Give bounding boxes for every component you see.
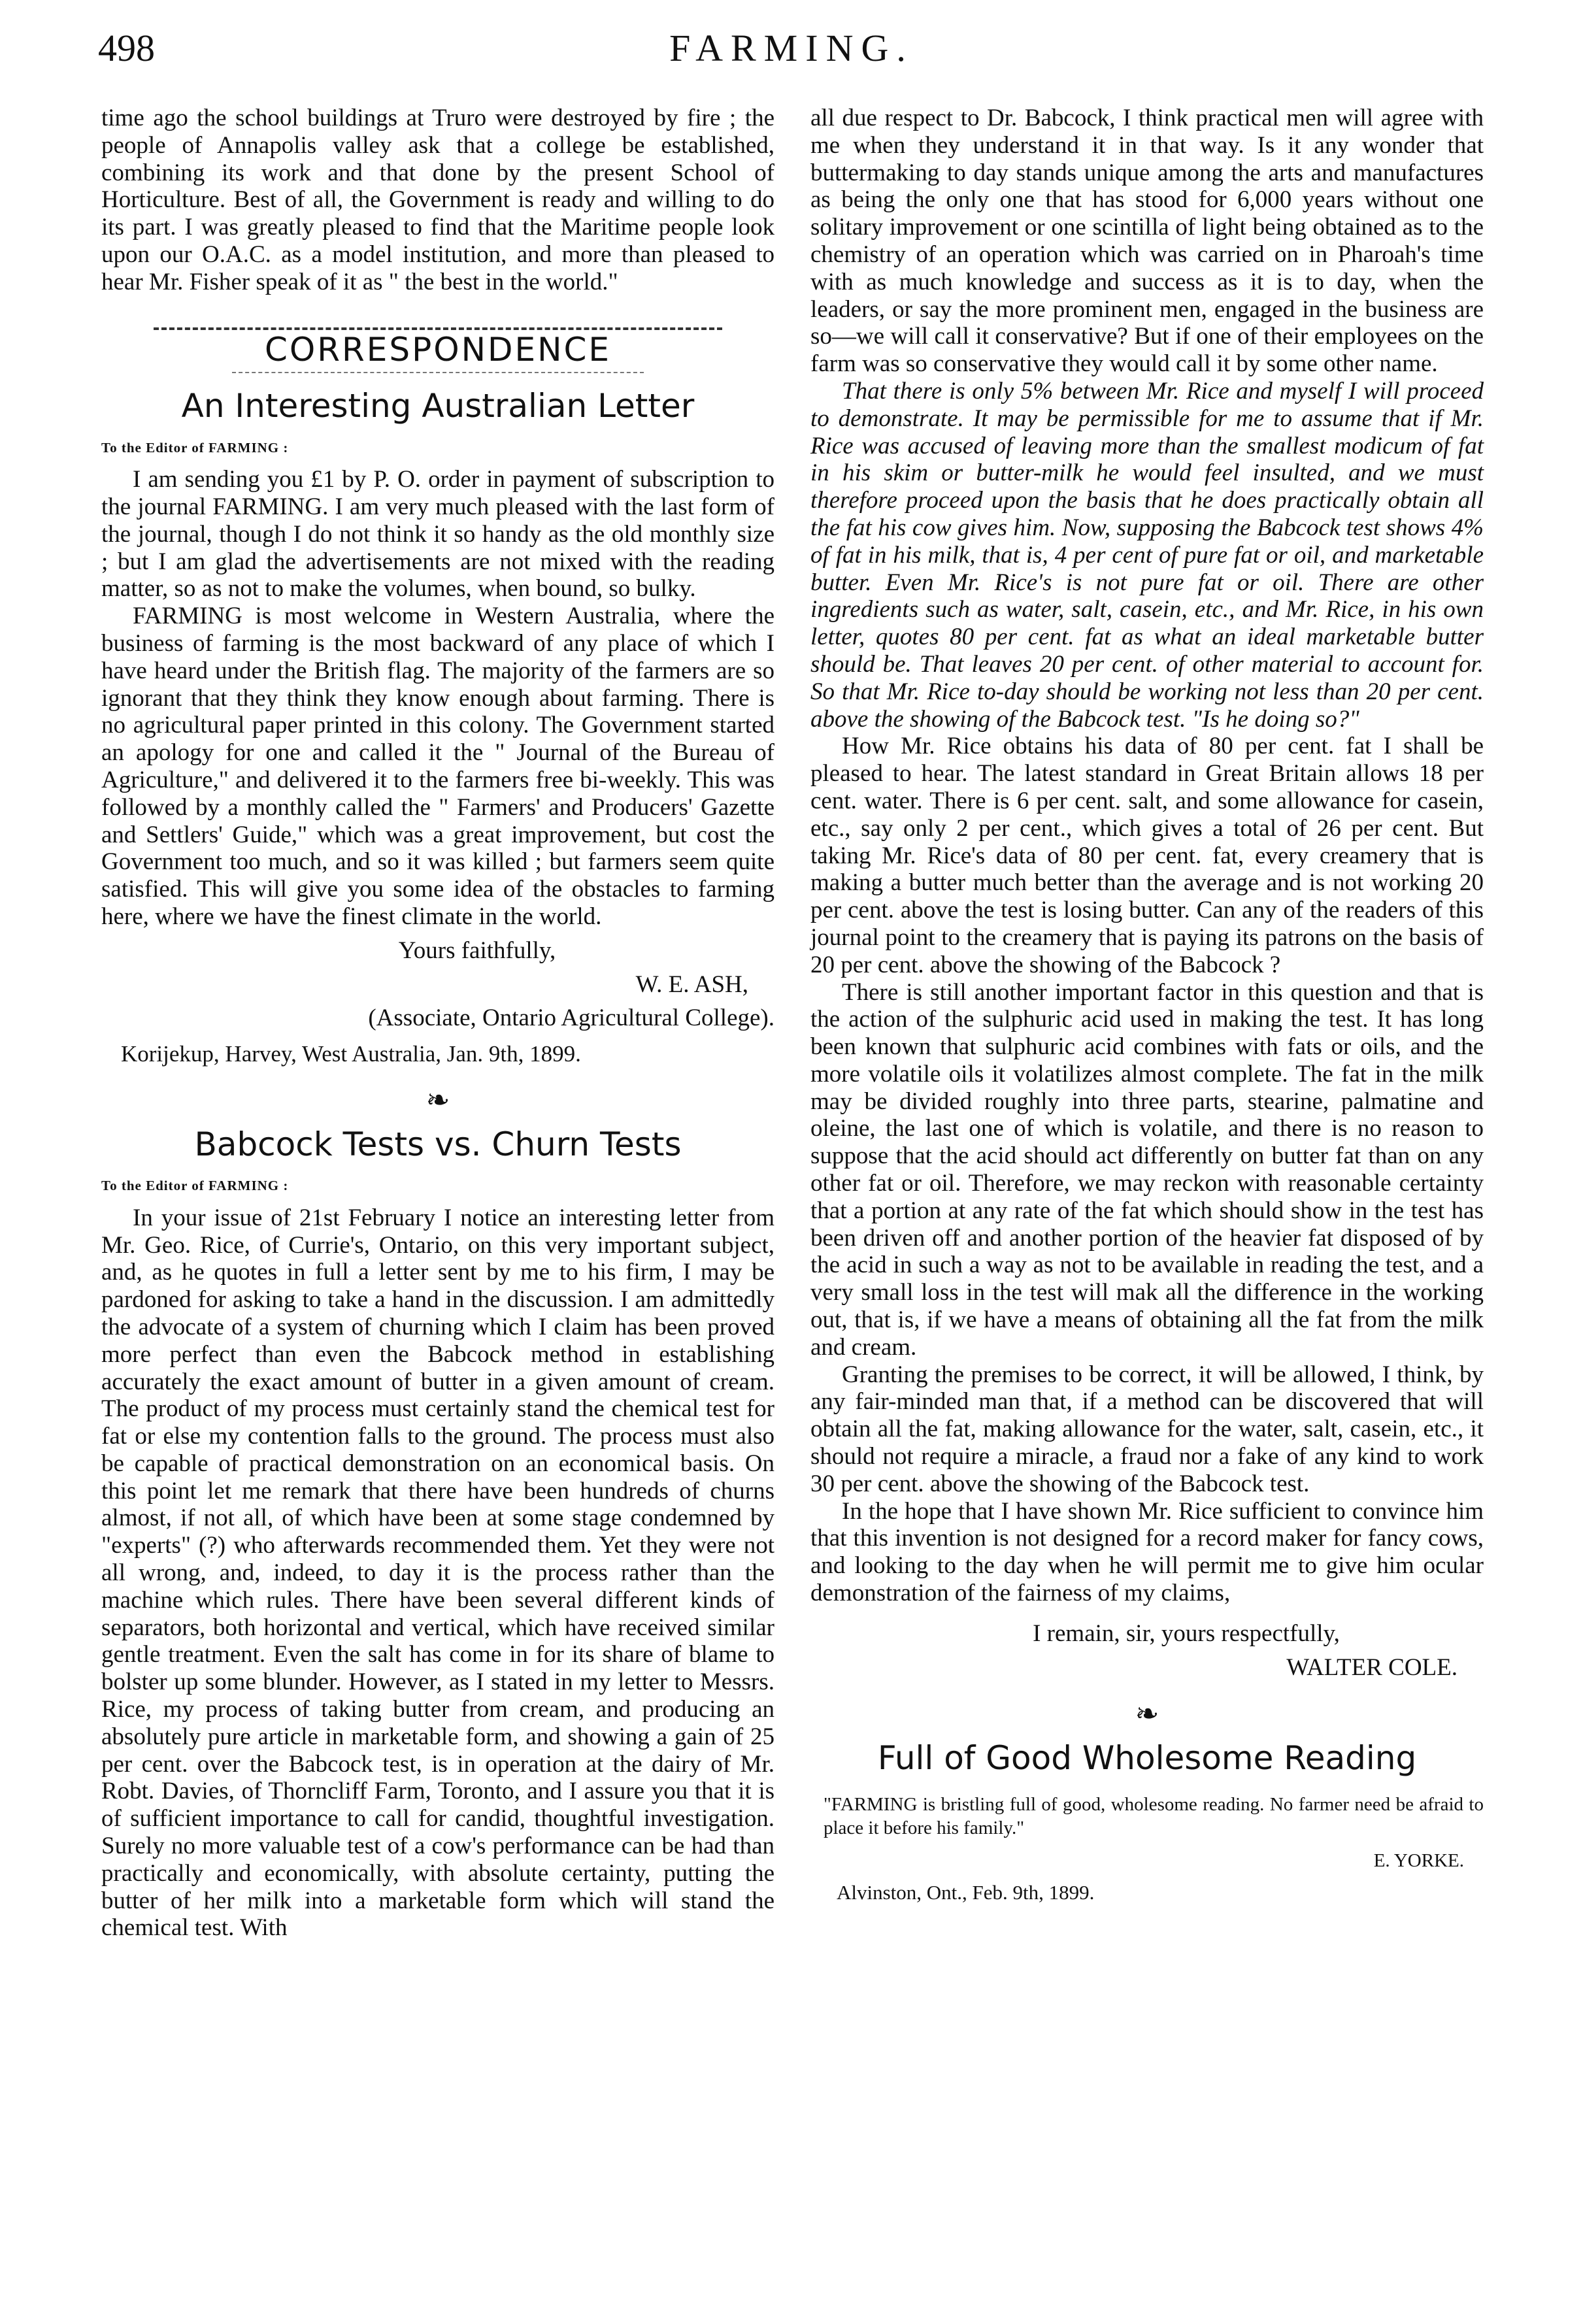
article-title-australian-letter: An Interesting Australian Letter	[181, 387, 695, 425]
article-title-babcock: Babcock Tests vs. Churn Tests	[194, 1125, 682, 1163]
letter2-paragraph: all due respect to Dr. Babcock, I think practical men will agree with me when they understand it in that way. Is it any wonder that buttermaking to day stands unique among the arts and manufactures as being the only one that has stood for 6,000 years without one solitary improvement or one scintilla of light being obtained as to the chemistry of an operation which was carried on in Pharoah's time with as much knowledge and success as it is to day, when the leaders, or say the more prominent men, engaged in the business are so—we will call it conservative? But if one of their employees on the farm was so conservative they would call it by some other name.	[810, 105, 1484, 378]
letter2-paragraph: How Mr. Rice obtains his data of 80 per cent. fat I shall be pleased to hear. The latest standard in Great Britain allows 18 per cent. water. There is 6 per cent. salt, and some allowance for casein, etc., say only 2 per cent., which gives a total of 26 per cent. But taking Mr. Rice's data of 80 per cent. fat, every creamery that is making a butter much better than the average and is not working 20 per cent. above the test is losing butter. Can any of the readers of this journal point to the creamery that is paying its patrons on the basis of 20 per cent. above the showing of the Babcock ?	[810, 733, 1484, 978]
letter1-paragraph: FARMING is most welcome in Western Australia, where the business of farming is the most backward of any place of which I have heard under the British flag. The majority of the farmers are so ignorant that they think they know enough about farming. There is no agricultural paper printed in this colony. The Government started an apology for one and called it the " Journal of the Bureau of Agriculture," and delivered it to the farmers free bi-weekly. This was followed by a monthly called the " Farmers' and Producers' Gazette and Settlers' Guide," which was a great improvement, but cost the Government too much, and so it was killed ; but farmers seem quite satisfied. This will give you some idea of the obstacles to farming here, where we have the finest climate in the world.	[101, 603, 775, 931]
letter2-paragraph: In your issue of 21st February I notice an interesting letter from Mr. Geo. Rice, of Currie's, Ontario, on this very important subject, and, as he quotes in full a letter sent by me to his firm, I may be pardoned for asking to take a hand in the discussion. I am admittedly the advocate of a system of churning which I claim has been proved more perfect than even the Babcock method in establishing accurately the exact amount of butter in a given amount of cream. The product of my process must certainly stand the chemical test for fat or else my contention falls to the ground. The process must also be capable of practical demonstration on an economical basis. On this point let me remark that there have been hundreds of churns almost, if not all, of which have been at some stage condemned by "experts" (?) who afterwards recommended them. Yet they were not all wrong, and, indeed, to day it is the process rather than the machine which rules. There have been several different kinds of separators, both horizontal and vertical, which have received similar gentle treatment. Even the salt has come in for its share of blame to bolster up some blunder. However, as I stated in my letter to Messrs. Rice, my process of taking butter from cream, and producing an absolutely pure article in marketable form, and showing a gain of 25 per cent. over the Babcock test, is in operation at the dairy of Mr. Robt. Davies, of Thorncliff Farm, Toronto, and I assure you that it is of sufficient importance to call for candid, thoughtful investigation. Surely no more valuable test of a cow's performance can be had than practically and economically, with absolute certainty, putting the butter of her milk into a marketable form which will stand the chemical test. With	[101, 1204, 775, 1942]
right-column	[810, 105, 1484, 1904]
testimonial-text: "FARMING is bristling full of good, wholesome reading. No farmer need be afraid to place it before his family."	[824, 1793, 1484, 1838]
section-heading: CORRESPONDENCE	[265, 330, 611, 369]
testimonial-quote	[810, 1793, 1484, 1840]
ornament-icon: ❧	[425, 1084, 450, 1116]
letter2-paragraph: In the hope that I have shown Mr. Rice sufficient to convince him that this invention is not designed for a record maker for fancy cows, and looking to the day when he will permit me to give him ocular demonstration of the fairness of my claims,	[810, 1497, 1484, 1607]
closing: Yours faithfully,	[398, 937, 556, 964]
section-rule-bottom	[232, 372, 644, 373]
testimonial-dateline: Alvinston, Ont., Feb. 9th, 1899.	[837, 1880, 1095, 1904]
page-number: 498	[98, 27, 155, 69]
article-title-wholesome-reading: Full of Good Wholesome Reading	[877, 1739, 1417, 1778]
affiliation: (Associate, Ontario Agricultural College).	[368, 1004, 775, 1032]
testimonial-attribution: E. YORKE.	[1373, 1850, 1464, 1872]
running-head: FARMING.	[669, 27, 914, 69]
left-column	[101, 105, 775, 1942]
to-editor-line: To the Editor of FARMING :	[101, 439, 289, 456]
letter2-paragraph: That there is only 5% between Mr. Rice and myself I will proceed to demonstrate. It may be permissible for me to assume that if Mr. Rice was accused of leaving more than the smallest modicum of fat in his skim or butter-milk he would feel insulted, and we must therefore proceed upon the basis that he does practically obtain all the fat his cow gives him. Now, supposing the Babcock test shows 4% of fat in his milk, that is, 4 per cent of pure fat or oil, and marketable butter. Even Mr. Rice's is not pure fat or oil. There are other ingredients such as water, salt, casein, etc., and Mr. Rice, in his own letter, quotes 80 per cent. fat as what an ideal marketable butter should be. That leaves 20 per cent. of other material to account for. So that Mr. Rice to-day should be working not less than 20 per cent. above the showing of the Babcock test. "Is he doing so?"	[810, 377, 1484, 733]
intro-paragraph: time ago the school buildings at Truro were destroyed by fire ; the people of Annapolis valley ask that a college be established, combining its work and that done by the present School of Horticulture. Best of all, the Government is ready and willing to do its part. I was greatly pleased to find that the Maritime people look upon our O.A.C. as a model institution, and more than pleased to hear Mr. Fisher speak of it as " the best in the world."	[101, 105, 775, 295]
letter2-paragraph: There is still another important factor in this question and that is the action of the sulphuric acid used in making the test. It has long been known that sulphuric acid combines with fats or oils, and the more volatile oils it volatilizes almost complete. The fat in the milk may be divided roughly into three parts, stearine, palmatine and oleine, the last one of which is volatile, and there is no reason to suppose that the acid should act differently on butter fat than on any other fat or oil. Therefore, we may reckon with reasonable certainty that a portion at any rate of the fat which should show in the test has been driven off and another portion of the heavier fat disposed of by the acid in such a way as not to be available in reading the test, and a very small loss in the test will mak all the difference in the working out, that is, if we have a means of obtaining all the fat from the milk and cream.	[810, 978, 1484, 1361]
letter1-paragraph: I am sending you £1 by P. O. order in payment of subscription to the journal FARMING. I am very much pleased with the last form of the journal, though I do not think it so handy as the old monthly size ; but I am glad the advertisements are not mixed with the reading matter, so as not to make the volumes, when bound, so bulky.	[101, 466, 775, 603]
signature: WALTER COLE.	[1286, 1653, 1458, 1681]
letter2-paragraph: Granting the premises to be correct, it will be allowed, I think, by any fair-minded man that, if a method can be discovered that will obtain all the fat, making allowance for the water, salt, casein, etc., it should not require a miracle, a fraud nor a fake of any kind to work 30 per cent. above the showing of the Babcock test.	[810, 1361, 1484, 1497]
closing: I remain, sir, yours respectfully,	[1033, 1619, 1340, 1647]
to-editor-line: To the Editor of FARMING :	[101, 1178, 289, 1193]
page-header	[0, 26, 1583, 78]
section-rule-top	[154, 327, 722, 330]
ornament-icon: ❧	[1135, 1698, 1159, 1731]
dateline: Korijekup, Harvey, West Australia, Jan. 9th, 1899.	[121, 1041, 581, 1067]
signature: W. E. ASH,	[635, 971, 748, 998]
